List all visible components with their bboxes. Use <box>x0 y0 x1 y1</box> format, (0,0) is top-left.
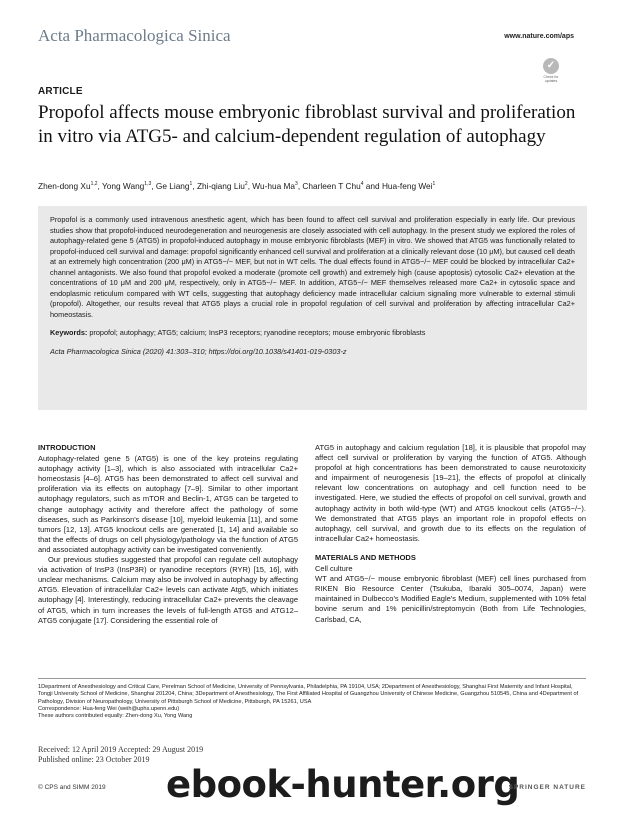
footnotes <box>38 684 586 720</box>
author-list: Zhen-dong Xu$^{1,2}$, Yong Wang$^{1,3}$, Ge Liang$^1$, Zhi-qiang Liu$^2$, Wu-hua Ma$^3$, Charleen T Chu$^4$ and Hua-feng Wei$^1$ <box>38 181 436 191</box>
column-right <box>315 443 586 625</box>
publisher-logo: SPRINGER NATURE <box>508 784 586 791</box>
footnote-divider <box>38 678 586 679</box>
copyright: © CPS and SIMM 2019 <box>38 784 106 791</box>
check-for-updates-badge[interactable] <box>540 58 562 84</box>
intro-heading: INTRODUCTION <box>38 443 96 452</box>
published-date: Published online: 23 October 2019 <box>38 755 150 764</box>
article-citation: Acta Pharmacologica Sinica (2020) 41:303–310; https://doi.org/10.1038/s41401-019-0303-z <box>50 347 347 356</box>
keywords <box>50 328 575 338</box>
journal-url[interactable]: www.nature.com/aps <box>504 33 574 40</box>
article-type-label: ARTICLE <box>38 86 83 97</box>
intro-paragraph-2: Our previous studies suggested that propofol can regulate cell autophagy via activation of InsP3 (InsP3R) or ryanodine receptors (RYR) [15, 16], with unclear mechanisms. Calcium may also be involved in autophagy by affecting ATG5. Elevation of intracellular Ca2+ levels can activate Atg5, which initiates autophagy [4]. Interestingly, reducing intracellular Ca2+ prevents the cleavage of ATG5, which in turn increases the levels of full-length ATG5 and ATG12–ATG5 conjugate [17]. Considering the essential role of <box>38 555 298 625</box>
abstract-text: Propofol is a commonly used intravenous anesthetic agent, which has been found to affect cell survival and proliferation especially in early life. Our previous studies show that propofol-induced neurodegeneration and neurogenesis are closely associated with cell autophagy. In the present study we explored the roles of autophagy-related gene 5 (ATG5) in propofol-induced autophagy in mouse embryonic fibroblasts (MEF) in vitro. We showed that ATG5 was functionally related to propofol-induced cell survival and damage: propofol significantly enhanced cell survival and proliferation at a clinically relevant dose (10 μM), but caused cell death at an extremely high concentration (200 μM) in ATG5−/− MEF, but not in WT cells. The dual effects found in ATG5−/− MEF could be blocked by intracellular Ca2+ channel antagonists. We also found that propofol evoked a moderate (promote cell growth) and extremely high (cause apoptosis) cytosolic Ca2+ elevation at the concentrations of 10 μM and 200 μM, respectively, only in ATG5−/− MEF. In addition, ATG5−/− MEF themselves released more Ca2+ in cytosolic space and endoplasmic reticulum compared with WT cells, suggesting that autophagy deficiency made intracellular calcium signaling more vulnerable to external stimuli (propofol). Altogether, our results reveal that ATG5 plays a crucial role in propofol regulation of cell survival and proliferation by affecting intracellular Ca2+ homeostasis. <box>50 215 575 319</box>
watermark: ebook-hunter.org <box>166 763 520 806</box>
intro-paragraph-1: Autophagy-related gene 5 (ATG5) is one of the key proteins regulating autophagy activity [1–3], which is also associated with intracellular Ca2+ homeostasis [4–6]. ATG5 has been demonstrated to affect cell survival and proliferation via its effects on autophagy [7–9]. Similar to other important autophagy regulators, such as mTOR and Beclin-1, ATG5 can be targeted to change autophagy activity and therefore affect the pathology of some diseases, such as Parkinson's disease [10], myeloid leukemia [11], and some tumors [12, 13]. ATG5 knockout cells are generated [1, 14] and available so that the effects of drugs on cell physiology/pathology via the function of ATG5 and associated autophagy activity can be investigated conveniently. <box>38 454 298 554</box>
methods-subheading: Cell culture <box>315 564 353 574</box>
affiliations: 1Department of Anesthesiology and Critical Care, Perelman School of Medicine, University of Pennsylvania, Philadelphia, PA 19104, USA; 2Department of Anesthesiology, Shanghai First Maternity and Infant Hospital, Tongji University School of Medicine, Shanghai 201204, China; 3Department of Anesthesiology, The First Affiliated Hospital of Guangzhou University of Chinese Medicine, Guangzhou 510545, China and 4Department of Pathology, Division of Neuropathology, University of Pittsburgh School of Medicine, Pittsburgh, PA 15261, USA <box>38 684 579 705</box>
crossmark-label: Check for updates <box>543 75 559 83</box>
methods-heading: MATERIALS AND METHODS <box>315 552 416 562</box>
keywords-text: propofol; autophagy; ATG5; calcium; InsP3 receptors; ryanodine receptors; mouse embryonic fibroblasts <box>89 328 426 337</box>
keywords-label: Keywords: <box>50 328 88 337</box>
journal-name: Acta Pharmacologica Sinica <box>38 26 231 45</box>
column-left <box>38 443 298 626</box>
article-title: Propofol affects mouse embryonic fibroblast survival and proliferation in vitro via ATG5- and calcium-dependent regulation of autophagy <box>38 102 576 147</box>
article-dates <box>38 745 203 765</box>
correspondence[interactable]: Correspondence: Hua-feng Wei (weih@uphs.upenn.edu) <box>38 705 180 712</box>
methods-paragraph-1: WT and ATG5−/− mouse embryonic fibroblast (MEF) cell lines purchased from RIKEN Bio Resource Center (Tsukuba, Ibaraki 305–0074, Japan) were maintained in Dulbecco's Modified Eagle's Medium, supplemented with 10% fetal bovine serum and 1% penicillin/streptomycin (Both from Life Technologies, Carlsbad, CA, <box>315 574 586 624</box>
abstract-box <box>38 206 587 410</box>
received-accepted-date: Received: 12 April 2019 Accepted: 29 August 2019 <box>38 745 204 754</box>
crossmark-icon: ✓ <box>543 58 559 74</box>
intro-paragraph-3: ATG5 in autophagy and calcium regulation [18], it is plausible that propofol may affect cell survival or proliferation by varying the function of ATG5. Although propofol at high concentrations has been demonstrated to cause neurotoxicity and impairment of neurogenesis [19–21], the effects of propofol at clinically relevant low concentrations on autophagy and cell function need to be investigated. Here, we studied the effects of propofol on cell survival, growth and autophagy activity in both wild-type (WT) and ATG5 knockout cells (ATG5−/−). We demonstrated that ATG5 plays an important role in propofol effects on autophagy, cell survival, and growth due to its effects on the regulation of intracellular Ca2+ homeostasis. <box>315 443 586 543</box>
equal-contribution-note: These authors contributed equally: Zhen-dong Xu, Yong Wang <box>38 713 193 720</box>
